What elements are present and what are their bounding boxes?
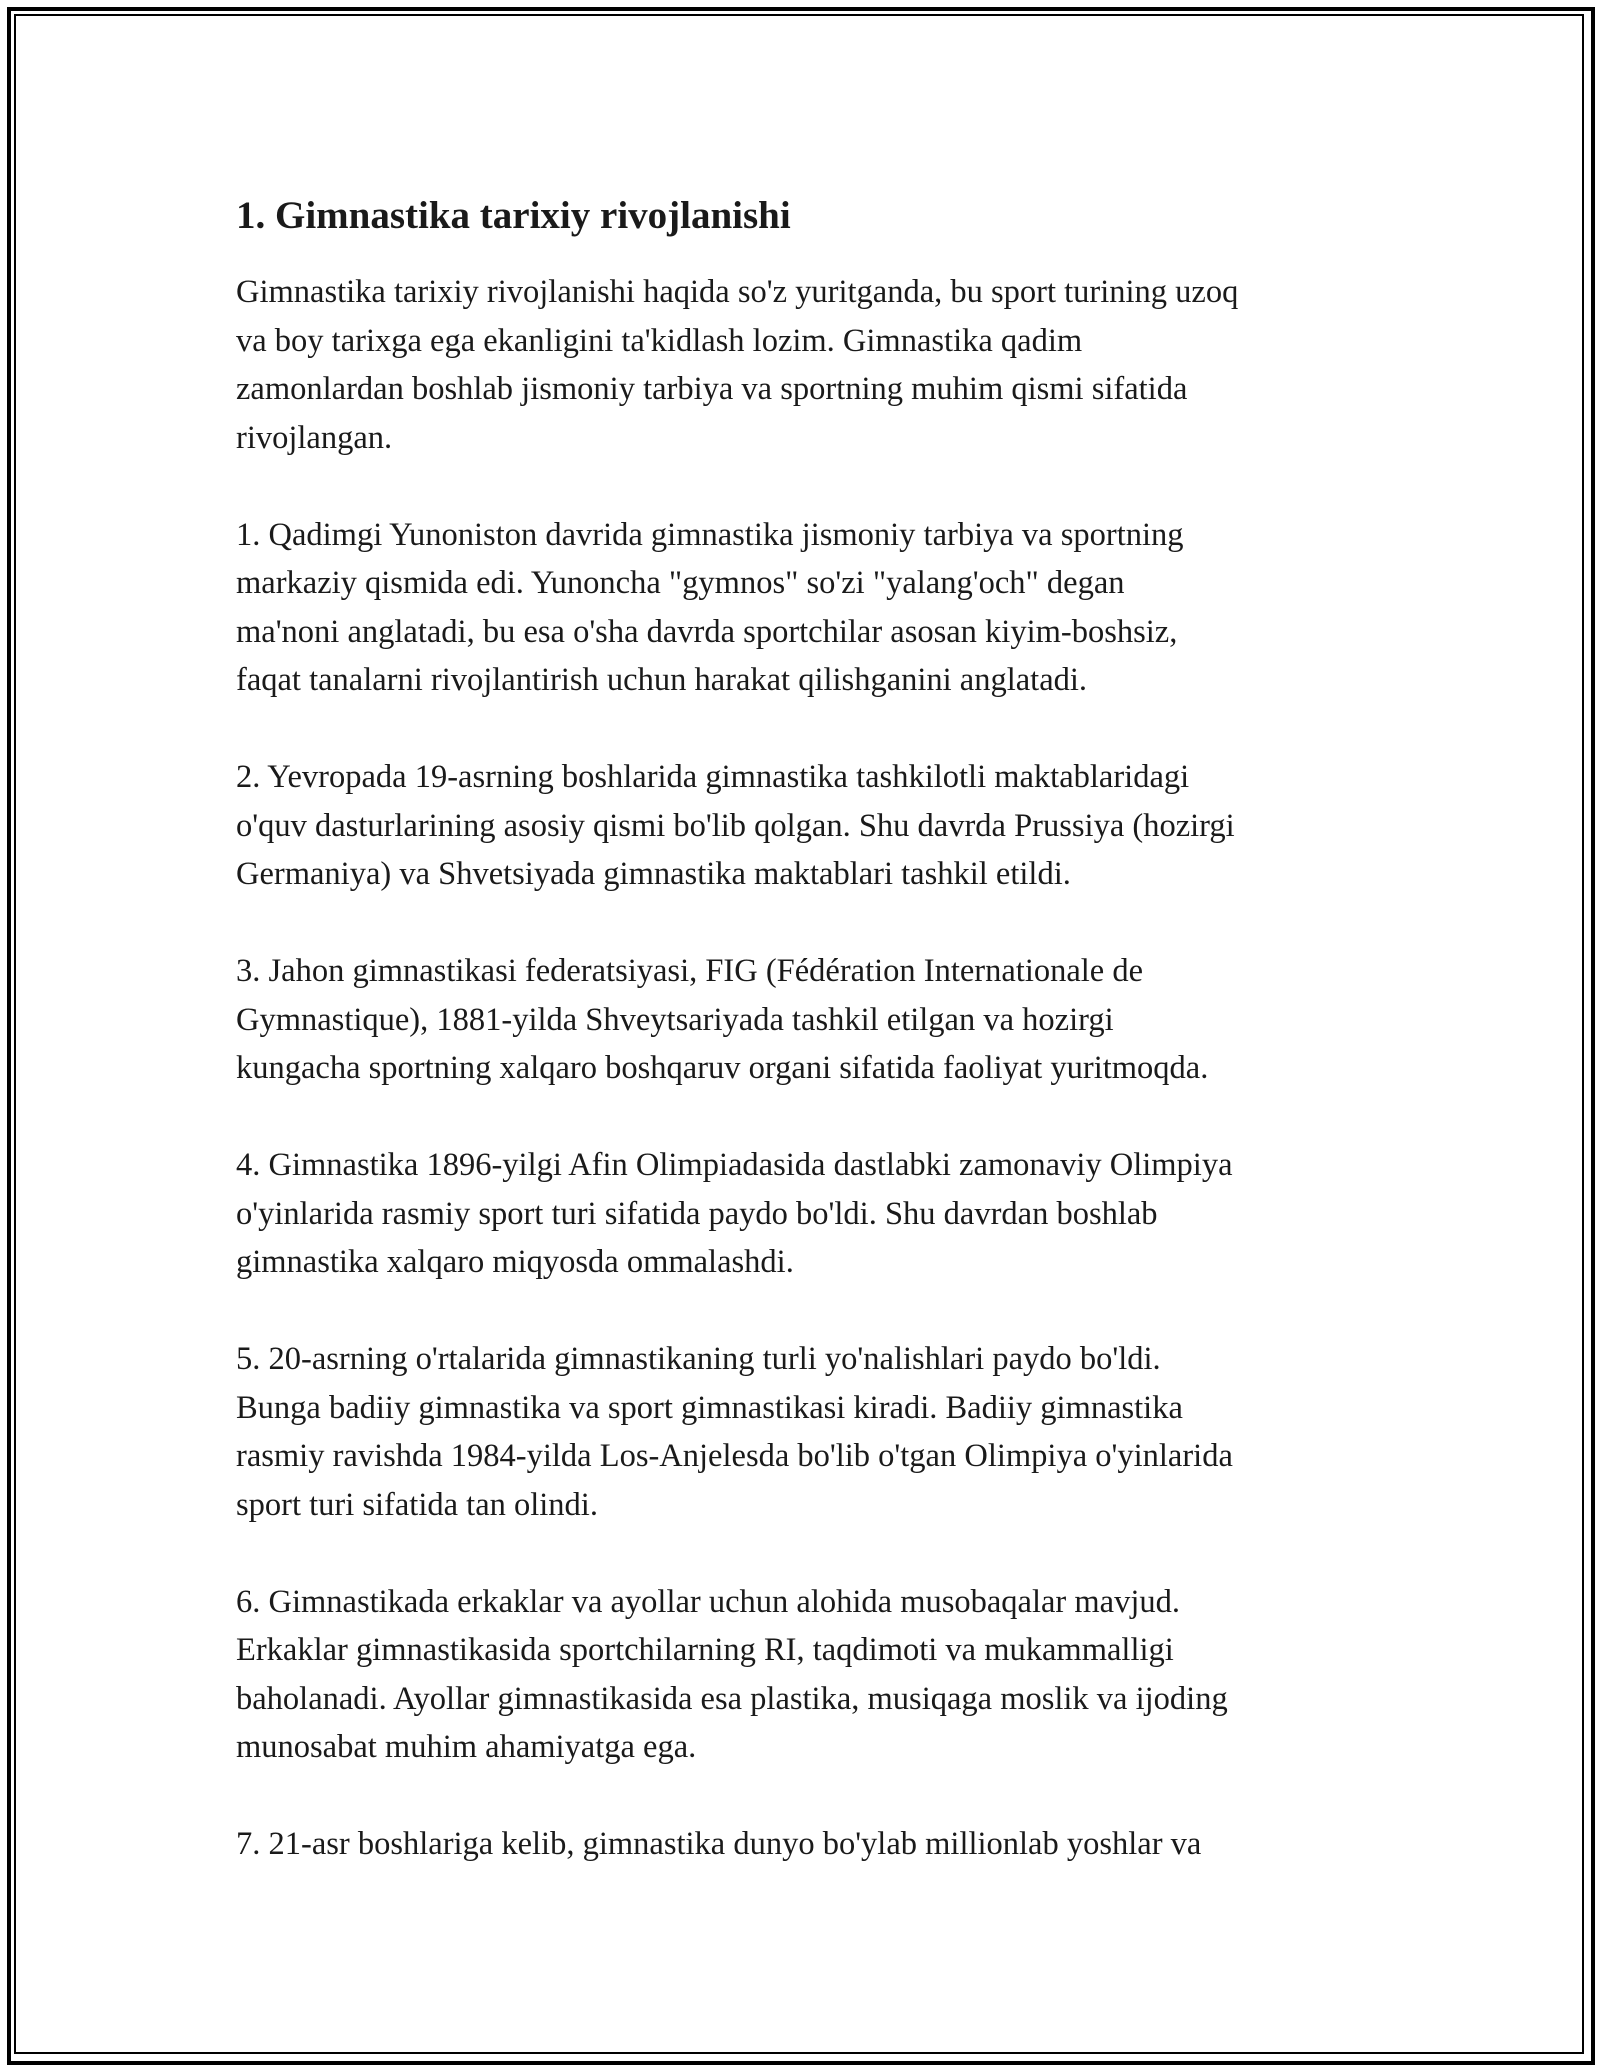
list-item-4: 4. Gimnastika 1896-yilgi Afin Olimpiadasida dastlabki zamonaviy Olimpiya o'yinlarida rasmiy sport turi sifatida paydo bo'ldi. Shu davrdan boshlab gimnastika xalqaro miqyosda ommalashdi.	[236, 1147, 1233, 1280]
document-title: 1. Gimnastika tarixiy rivojlanishi	[236, 194, 791, 237]
list-item-6: 6. Gimnastikada erkaklar va ayollar uchun alohida musobaqalar mavjud. Erkaklar gimnastikasida sportchilarning RI, taqdimoti va mukammalligi baholanadi. Ayollar gimnastikasida esa plastika, musiqaga moslik va ijoding munosabat muhim ahamiyatga ega.	[236, 1583, 1228, 1765]
list-item-5: 5. 20-asrning o'rtalarida gimnastikaning turli yo'nalishlari paydo bo'ldi. Bunga badiiy gimnastika va sport gimnastikasi kiradi. Badiiy gimnastika rasmiy ravishda 1984-yilda Los-Anjelesda bo'lib o'tgan Olimpiya o'yinlarida sport turi sifatida tan olindi.	[236, 1341, 1233, 1523]
list-item-7: 7. 21-asr boshlariga kelib, gimnastika dunyo bo'ylab millionlab yoshlar va	[236, 1826, 1202, 1862]
intro-paragraph: Gimnastika tarixiy rivojlanishi haqida so'z yuritganda, bu sport turining uzoq va boy tarixga ega ekanligini ta'kidlash lozim. Gimnastika qadim zamonlardan boshlab jismoniy tarbiya va sportning muhim qismi sifatida rivojlangan.	[236, 274, 1239, 456]
document-body	[236, 188, 1386, 1917]
list-item-2: 2. Yevropada 19-asrning boshlarida gimnastika tashkilotli maktablaridagi o'quv dasturlarining asosiy qismi bo'lib qolgan. Shu davrda Prussiya (hozirgi Germaniya) va Shvetsiyada gimnastika maktablari tashkil etildi.	[236, 759, 1235, 892]
list-item-3: 3. Jahon gimnastikasi federatsiyasi, FIG (Fédération Internationale de Gymnastique), 1881-yilda Shveytsariyada tashkil etilgan va hozirgi kungacha sportning xalqaro boshqaruv organi sifatida faoliyat yuritmoqda.	[236, 953, 1209, 1086]
list-item-1: 1. Qadimgi Yunoniston davrida gimnastika jismoniy tarbiya va sportning markaziy qismida edi. Yunoncha "gymnos" so'zi "yalang'och" degan ma'noni anglatadi, bu esa o'sha davrda sportchilar asosan kiyim-boshsiz, faqat tanalarni rivojlantirish uchun harakat qilishganini anglatadi.	[236, 516, 1184, 698]
